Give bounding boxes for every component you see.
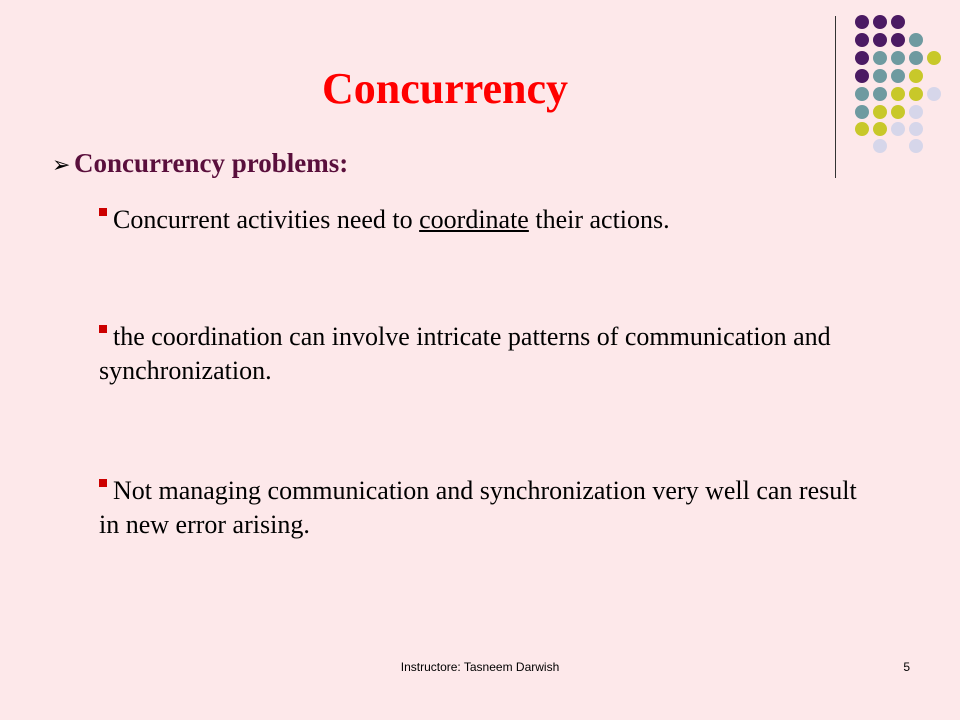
decorative-dot: [873, 33, 887, 47]
decorative-dot: [873, 122, 887, 136]
bullet-text: their actions.: [528, 205, 670, 234]
bullet-item-1: [99, 203, 859, 237]
page-number: 5: [903, 660, 910, 674]
footer-instructor: Instructore: Tasneem Darwish: [400, 660, 560, 674]
decorative-dot: [891, 122, 905, 136]
bullet-text: the coordination can involve intricate patterns of communication and synchronization.: [99, 322, 831, 385]
heading-bullet: [52, 146, 348, 182]
bullet-text: Concurrent activities need to: [113, 205, 420, 234]
bullet-text: Not managing communication and synchronization very well can result in new error arising.: [99, 476, 857, 539]
decorative-dot: [909, 139, 923, 153]
decorative-dot: [855, 33, 869, 47]
square-bullet-icon: [99, 325, 107, 333]
decorative-dot: [855, 122, 869, 136]
bullet-item-2: [99, 320, 859, 388]
decorative-dot: [909, 69, 923, 83]
decorative-dot: [891, 33, 905, 47]
decorative-dot: [891, 69, 905, 83]
square-bullet-icon: [99, 479, 107, 487]
decorative-dot: [909, 122, 923, 136]
square-bullet-icon: [99, 208, 107, 216]
decorative-dot: [891, 51, 905, 65]
decorative-dot: [909, 51, 923, 65]
slide-title: Concurrency: [321, 64, 569, 113]
decorative-dot: [909, 33, 923, 47]
arrow-bullet-icon: ➢: [52, 152, 71, 177]
decorative-dot: [927, 87, 941, 101]
decorative-dot: [891, 105, 905, 119]
decorative-dot: [927, 51, 941, 65]
decorative-dot: [891, 87, 905, 101]
decorative-dot: [909, 105, 923, 119]
decorative-dot: [891, 15, 905, 29]
heading-text: Concurrency problems:: [74, 148, 349, 178]
underlined-word: coordinate: [419, 205, 529, 234]
decorative-dot: [855, 15, 869, 29]
decorative-dot: [909, 87, 923, 101]
decorative-dot: [873, 139, 887, 153]
bullet-item-3: [99, 474, 859, 542]
decorative-dot: [873, 15, 887, 29]
